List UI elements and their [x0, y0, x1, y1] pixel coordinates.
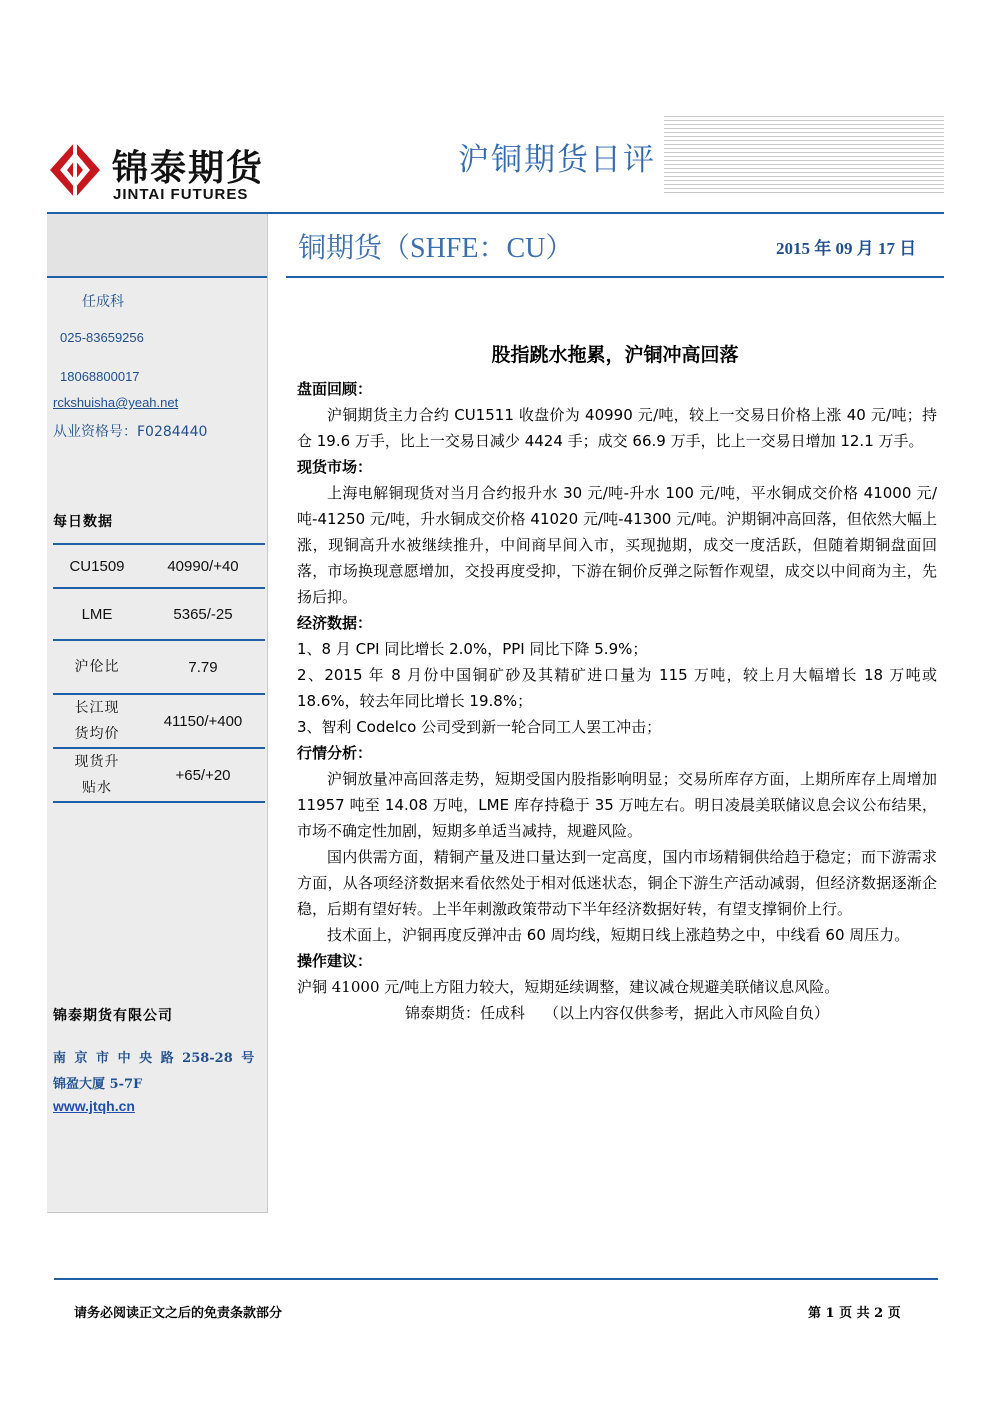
table-row	[53, 588, 265, 640]
report-date: 2015 年 09 月 17 日	[776, 239, 917, 258]
section-heading: 操作建议：	[297, 952, 373, 970]
list-item: 2、2015 年 8 月份中国铜矿砂及其精矿进口量为 115 万吨，较上月大幅增长 18 万吨或 18.6%，较去年同比增长 19.8%；	[297, 666, 937, 710]
table-row	[53, 640, 265, 694]
section-underline	[286, 276, 944, 278]
logo-chinese-name: 锦泰期货	[112, 147, 265, 189]
paragraph: 技术面上，沪铜再度反弹冲击 60 周均线，短期日线上涨趋势之中，中线看 60 周压力。	[327, 926, 910, 944]
table-cell-value: 40990/+40	[141, 544, 265, 588]
table-cell-value: 7.79	[141, 640, 265, 694]
analyst-phone: 025-83659256	[60, 330, 144, 345]
analyst-license: 从业资格号：F0284440	[53, 424, 208, 440]
section-heading: 现货市场：	[297, 458, 373, 476]
table-cell-label-line: 长江现	[74, 700, 120, 716]
table-row	[53, 694, 265, 748]
address-line: 锦盈大厦 5-7F	[53, 1077, 143, 1092]
address-line: 南 京 市 中 央 路 258-28 号	[53, 1051, 255, 1066]
section-heading: 盘面回顾：	[297, 380, 373, 398]
paragraph: 国内供需方面，精铜产量及进口量达到一定高度，国内市场精铜供给趋于稳定；而下游需求方面，从各项经济数据来看依然处于相对低迷状态，铜企下游生产活动减弱，但经济数据逐渐企稳，后期有望好转。上半年刺激政策带动下半年经济数据好转，有望支撑铜价上行。	[297, 848, 937, 918]
company-name: 锦泰期货有限公司	[53, 1008, 173, 1024]
signature-line: 锦泰期货：任成科 （以上内容仅供参考，据此入市风险自负）	[404, 1004, 830, 1022]
section-title: 铜期货（SHFE：CU）	[298, 233, 574, 264]
article-headline: 股指跳水拖累，沪铜冲高回落	[491, 344, 739, 366]
daily-data-heading: 每日数据	[53, 514, 113, 530]
table-cell-label: LME	[53, 588, 141, 640]
footer-disclaimer: 请务必阅读正文之后的免责条款部分	[74, 1306, 283, 1321]
analyst-name: 任成科	[82, 294, 124, 310]
table-cell-label-line: 现货升	[74, 754, 120, 770]
paragraph: 沪铜期货主力合约 CU1511 收盘价为 40990 元/吨，较上一交易日价格上涨 40 元/吨；持仓 19.6 万手，比上一交易日减少 4424 手；成交 66.9 万手，比上一交易日增加 12.1 万手。	[297, 406, 937, 450]
table-cell-label: 沪伦比	[53, 640, 141, 694]
table-cell-label-line: 货均价	[74, 726, 120, 742]
table-cell-value: 5365/-25	[141, 588, 265, 640]
table-cell-label	[53, 694, 141, 748]
header-stripes-decoration	[664, 116, 944, 196]
table-cell-value: 41150/+400	[141, 694, 265, 748]
table-cell-value: +65/+20	[141, 748, 265, 802]
analyst-mobile: 18068800017	[60, 369, 140, 384]
article-body	[297, 376, 937, 1026]
list-item: 3、智利 Codelco 公司受到新一轮合同工人罢工冲击；	[297, 718, 662, 736]
report-title: 沪铜期货日评	[458, 142, 656, 178]
section-heading: 经济数据：	[297, 614, 373, 632]
section-heading: 行情分析：	[297, 744, 373, 762]
jintai-logo-icon	[48, 140, 102, 200]
sidebar-top-band	[47, 214, 267, 278]
paragraph: 上海电解铜现货对当月合约报升水 30 元/吨-升水 100 元/吨，平水铜成交价格 41000 元/吨-41250 元/吨，升水铜成交价格 41020 元/吨-41300 元/吨。沪期铜冲高回落，但依然大幅上涨，现铜高升水被继续推升，中间商早间入市，买现抛期，成交一度活跃，但随着期铜盘面回落，市场换现意愿增加，交投再度受抑，下游在铜价反弹之际暂作观望，成交以中间商为主，先扬后抑。	[297, 484, 937, 606]
table-cell-label	[53, 748, 141, 802]
page-number: 第 1 页 共 2 页	[808, 1306, 901, 1321]
daily-data-table	[53, 543, 265, 803]
list-item: 1、8 月 CPI 同比增长 2.0%，PPI 同比下降 5.9%；	[297, 640, 648, 658]
logo-english-name: JINTAI FUTURES	[113, 186, 249, 203]
company-address	[53, 1046, 263, 1098]
table-cell-label-line: 贴水	[82, 780, 112, 796]
analyst-email-link[interactable]: rckshuisha@yeah.net	[53, 395, 179, 410]
company-website-link[interactable]: www.jtqh.cn	[53, 1098, 135, 1114]
paragraph: 沪铜放量冲高回落走势，短期受国内股指影响明显；交易所库存方面，上期所库存上周增加 11957 吨至 14.08 万吨，LME 库存持稳于 35 万吨左右。明日凌晨美联储议息会议公布结果，市场不确定性加剧，短期多单适当减持，规避风险。	[297, 770, 937, 840]
advice-text: 沪铜 41000 元/吨上方阻力较大，短期延续调整，建议减仓规避美联储议息风险。	[297, 978, 840, 996]
table-row	[53, 748, 265, 802]
table-row	[53, 544, 265, 588]
table-cell-label: CU1509	[53, 544, 141, 588]
footer-divider-line	[54, 1278, 938, 1280]
